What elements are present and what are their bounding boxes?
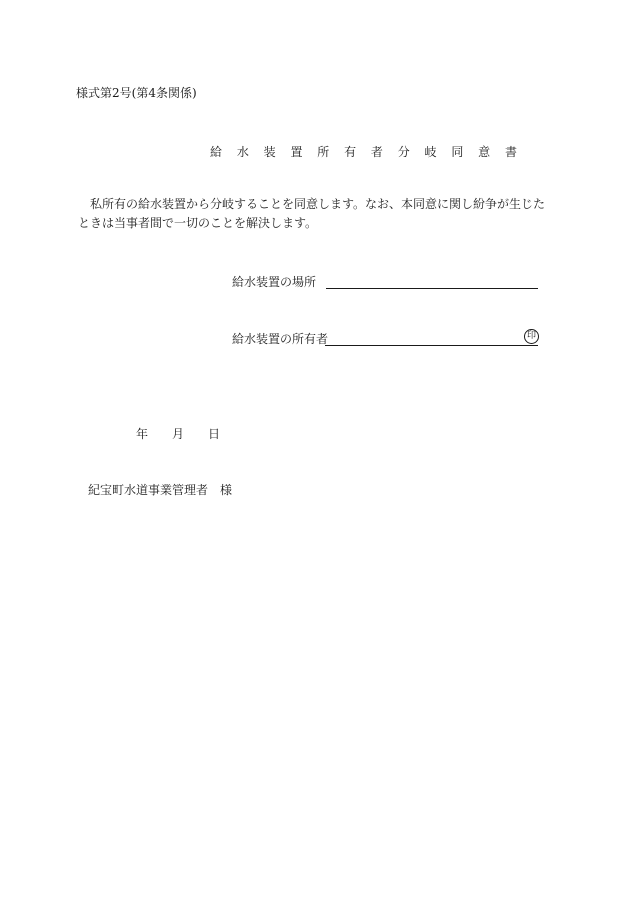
addressee xyxy=(88,481,232,498)
date-month-label: 月 xyxy=(172,427,185,441)
addressee-honorific: 様 xyxy=(220,483,233,497)
owner-blank-line xyxy=(325,345,538,346)
document-title: 給 水 装 置 所 有 者 分 岐 同 意 書 xyxy=(210,145,523,159)
form-number: 様式第2号(第4条関係) xyxy=(76,86,197,100)
owner-label: 給水装置の所有者 xyxy=(232,332,329,346)
date-day-label: 日 xyxy=(208,427,221,441)
location-blank-line xyxy=(326,288,538,289)
consent-statement: 私所有の給水装置から分岐することを同意します。なお、本同意に関し紛争が生じたときは当事者間で一切のことを解決します。 xyxy=(78,197,546,230)
addressee-name: 紀宝町水道事業管理者 xyxy=(88,483,209,497)
location-label: 給水装置の場所 xyxy=(232,275,317,289)
seal-mark-icon: 印 xyxy=(524,329,539,344)
date-year-label: 年 xyxy=(136,427,149,441)
